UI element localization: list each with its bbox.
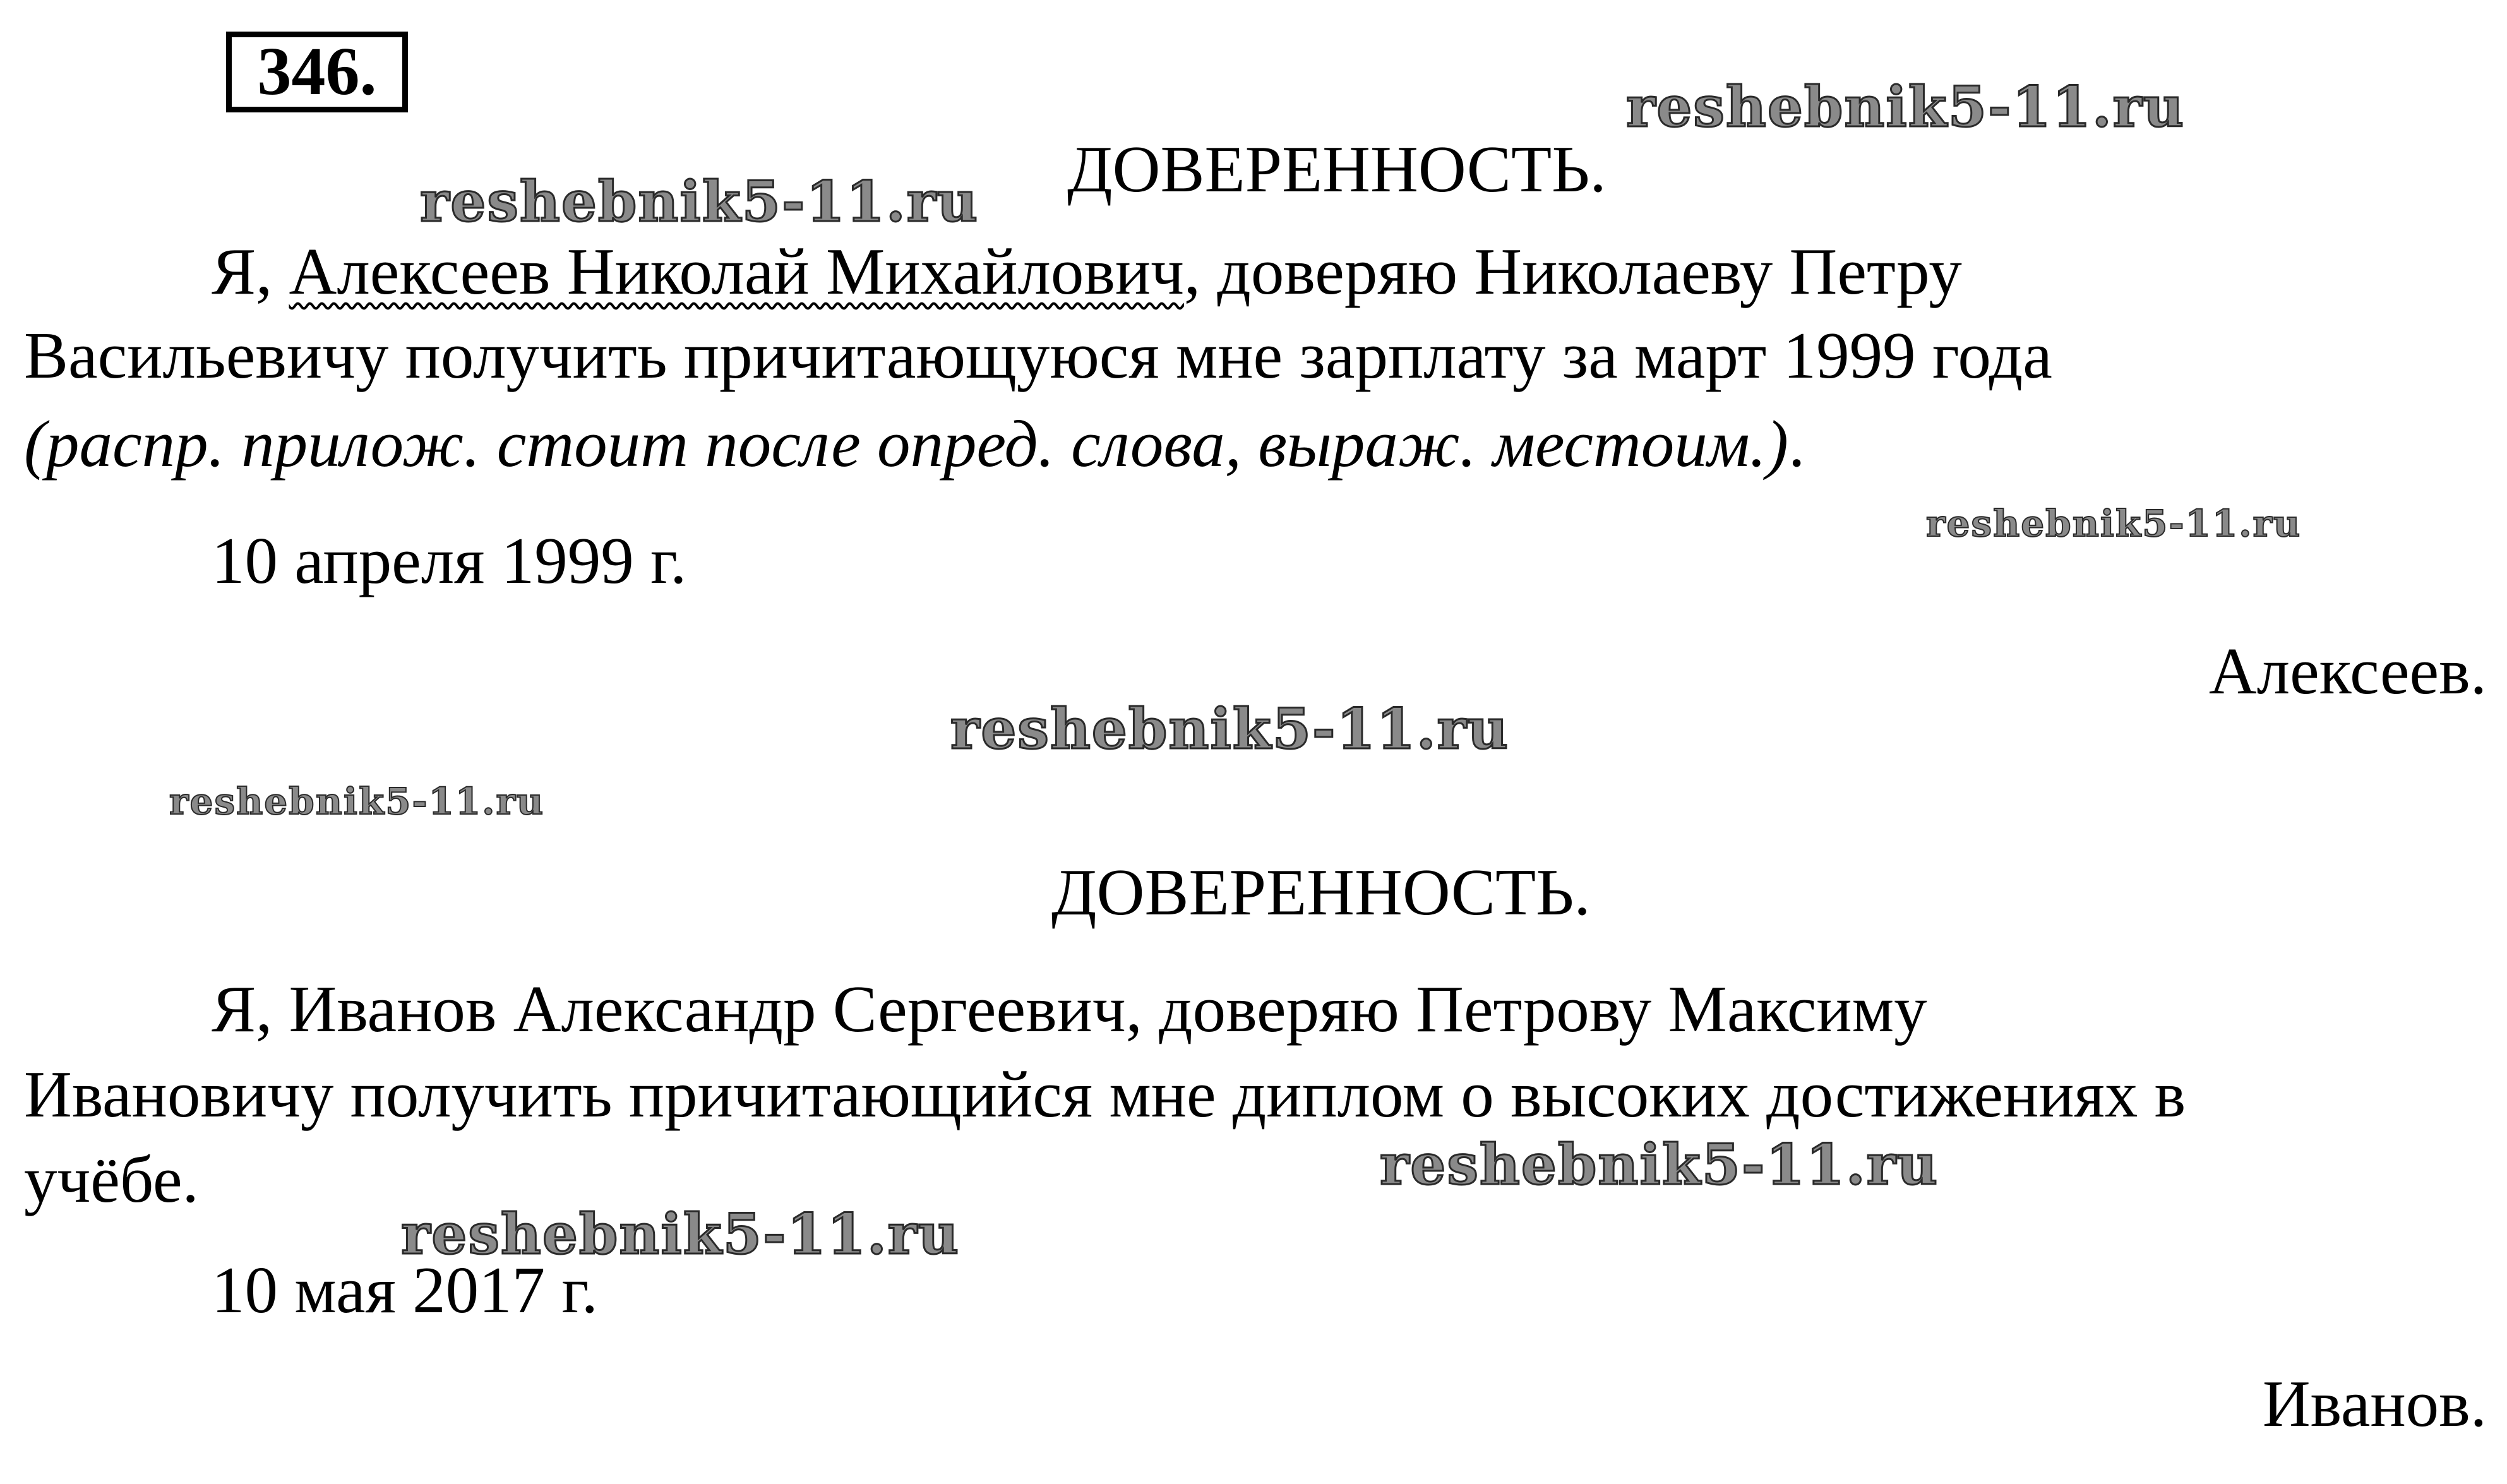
document-title-2: ДОВЕРЕННОСТЬ.	[1051, 855, 1591, 929]
watermark: reshebnik5-11.ru	[420, 169, 979, 234]
doc1-principal-name: Алексеев Николай Михайлович	[289, 234, 1184, 308]
doc1-line-1-start: Я,	[212, 234, 289, 308]
watermark: reshebnik5-11.ru	[1626, 74, 2185, 140]
doc1-line-1-end: , доверяю Николаеву Петру	[1183, 234, 1962, 308]
watermark: reshebnik5-11.ru	[401, 1201, 960, 1267]
exercise-number: 346.	[226, 32, 408, 112]
doc1-line-1	[212, 234, 1962, 308]
doc1-signature: Алексеев.	[2208, 634, 2487, 708]
document-title-1: ДОВЕРЕННОСТЬ.	[1067, 132, 1607, 206]
doc1-line-3-end: .	[1788, 407, 1805, 481]
doc1-line-2: Васильевичу получить причитающуюся мне зарплату за март 1999 года	[24, 318, 2052, 392]
watermark: reshebnik5-11.ru	[950, 696, 1509, 762]
doc1-line-3	[24, 407, 1805, 481]
doc2-line-3: учёбе.	[24, 1142, 199, 1216]
doc2-line-1: Я, Иванов Александр Сергеевич, доверяю Петрову Максиму	[212, 972, 1927, 1046]
doc2-date: 10 мая 2017 г.	[212, 1253, 598, 1327]
doc1-date: 10 апреля 1999 г.	[212, 524, 687, 597]
watermark: reshebnik5-11.ru	[1926, 502, 2302, 545]
watermark: reshebnik5-11.ru	[1380, 1132, 1939, 1197]
doc2-signature: Иванов.	[2262, 1367, 2487, 1440]
doc1-grammar-note: (распр. прилож. стоит после опред. слова, выраж. местоим.)	[24, 407, 1788, 481]
watermark: reshebnik5-11.ru	[169, 780, 545, 823]
doc2-line-2: Ивановичу получить причитающийся мне диплом о высоких достижениях в	[24, 1057, 2186, 1131]
